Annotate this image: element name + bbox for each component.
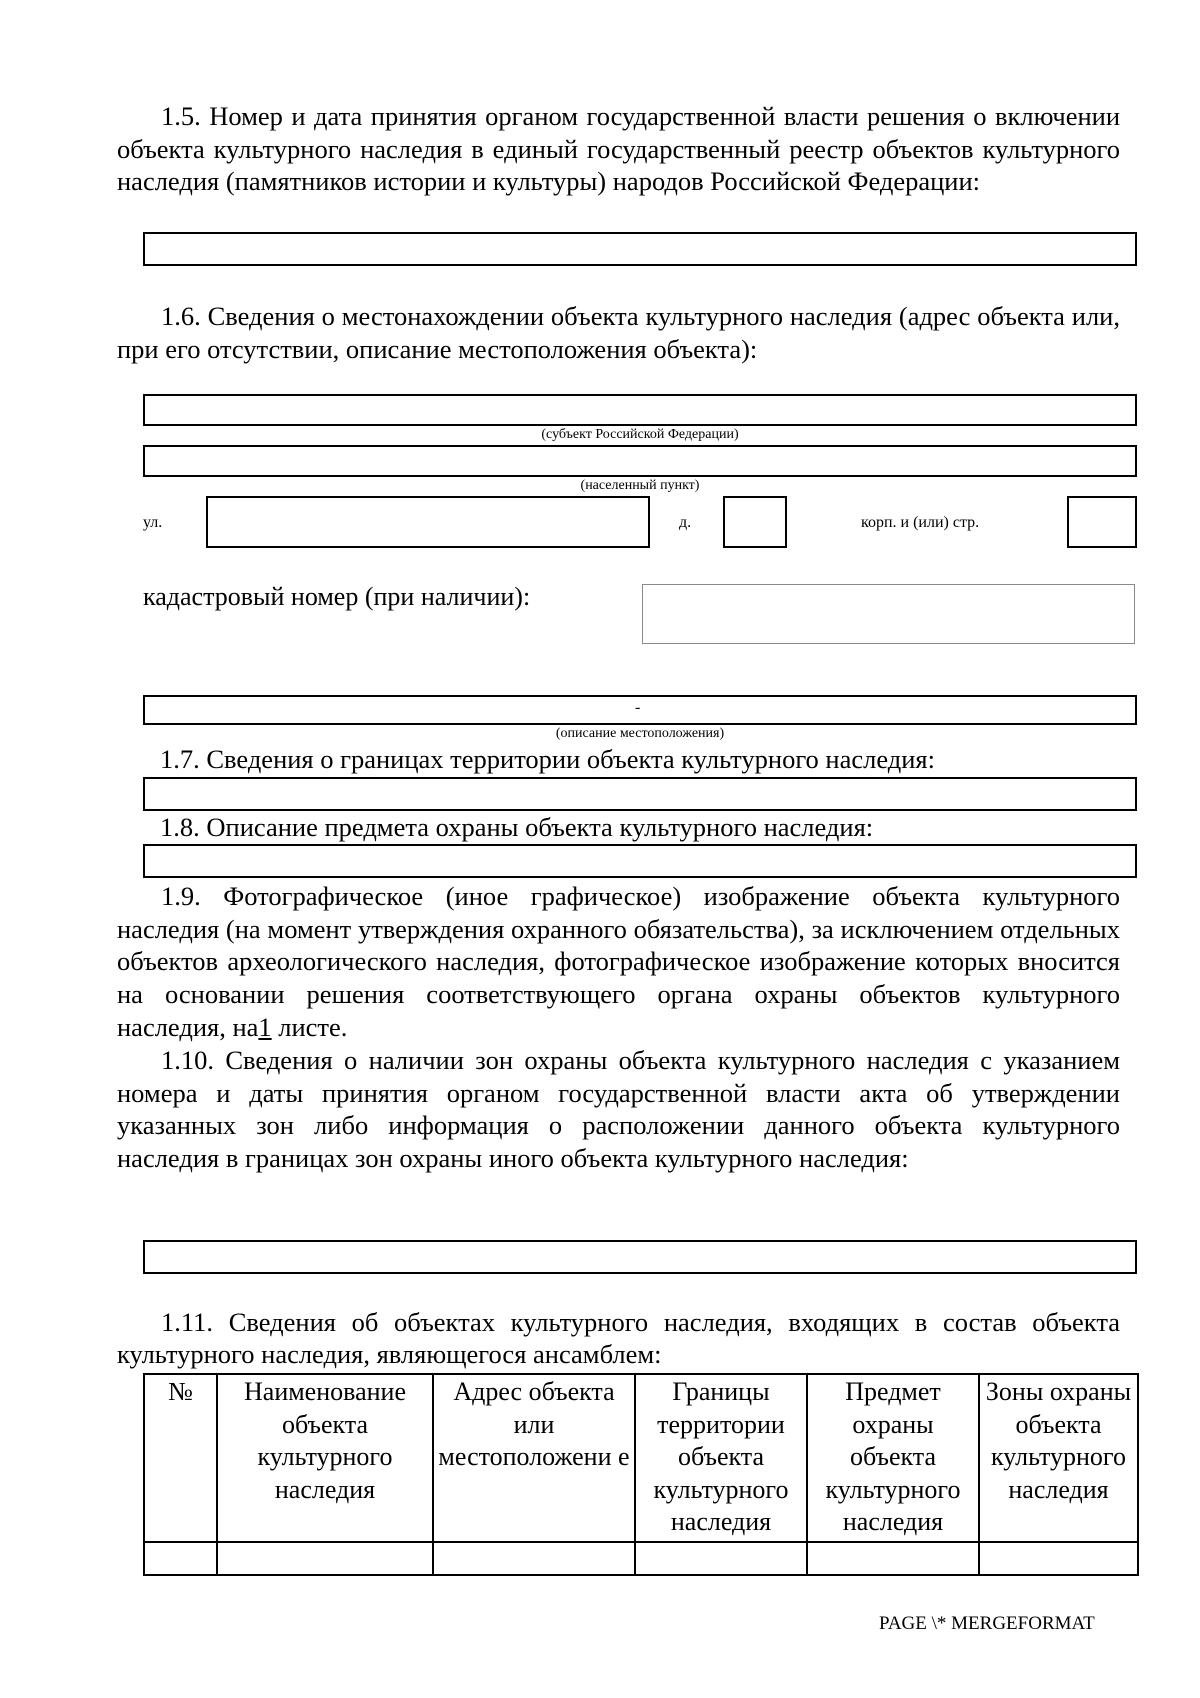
header-boundaries: Границы территории объекта культурного наследия xyxy=(635,1374,807,1542)
header-address: Адрес объекта или местоположени е xyxy=(433,1374,635,1542)
section-1-6-text xyxy=(117,300,1120,365)
decision-field[interactable] xyxy=(143,232,1137,266)
location-field[interactable] xyxy=(143,695,1137,725)
header-number: № xyxy=(144,1374,217,1542)
section-1-8-text: 1.8. Описание предмета охраны объекта культурного наследия: xyxy=(160,812,874,842)
section-1-9-text xyxy=(117,880,1120,1044)
table-cell[interactable] xyxy=(433,1542,635,1575)
street-field[interactable] xyxy=(206,496,650,548)
locality-field[interactable] xyxy=(143,445,1137,477)
sheets-count: 1 xyxy=(258,1011,272,1042)
table-header-row xyxy=(144,1374,1138,1542)
locality-caption: (населенный пункт) xyxy=(580,478,700,493)
street-label: ул. xyxy=(143,514,163,531)
location-value: - xyxy=(635,699,641,716)
page-footer: PAGE \* MERGEFORMAT xyxy=(879,1613,1095,1634)
table-cell[interactable] xyxy=(217,1542,433,1575)
section-1-7-text: 1.7. Сведения о границах территории объекта культурного наследия: xyxy=(160,744,935,774)
table-row xyxy=(144,1542,1138,1575)
section-1-10-text xyxy=(117,1044,1120,1175)
section-1-9-label: 1.9. Фотографическое (иное графическое) изображение объекта культурного наследия (на момент утверждения охранного обязательства), за исключением отдельных объектов археологического наследия, фотографическое изображение которых вносится на основании решения соответствующего органа охраны объектов культурного наследия, на xyxy=(117,881,1120,1042)
house-label: д. xyxy=(679,514,692,531)
building-field[interactable] xyxy=(1067,496,1137,548)
sheets-suffix: листе. xyxy=(271,1011,348,1042)
protection-zones-field[interactable] xyxy=(143,1240,1137,1274)
section-1-6-label: 1.6. Сведения о местонахождении объекта культурного наследия (адрес объекта или, при его отсутствии, описание местоположения объекта): xyxy=(117,301,1120,364)
section-1-10-label: 1.10. Сведения о наличии зон охраны объекта культурного наследия с указанием номера и даты принятия органом государственной власти акта об утверждении указанных зон либо информация о расположении данного объекта культурного наследия в границах зон охраны иного объекта культурного наследия: xyxy=(117,1045,1120,1174)
header-name: Наименование объекта культурного наследия xyxy=(217,1374,433,1542)
table-cell[interactable] xyxy=(979,1542,1138,1575)
ensemble-objects-table xyxy=(143,1373,1139,1576)
section-1-11-text xyxy=(117,1306,1120,1370)
header-protection-subject: Предмет охраны объекта культурного наследия xyxy=(807,1374,979,1542)
federal-subject-field[interactable] xyxy=(143,394,1137,426)
table-cell[interactable] xyxy=(144,1542,217,1575)
territory-boundaries-field[interactable] xyxy=(143,777,1137,811)
location-caption: (описание местоположения) xyxy=(555,726,725,741)
building-label: корп. и (или) стр. xyxy=(861,514,980,531)
protection-subject-field[interactable] xyxy=(143,844,1137,878)
section-1-5-text xyxy=(117,100,1120,198)
header-protection-zones: Зоны охраны объекта культурного наследия xyxy=(979,1374,1138,1542)
table-cell[interactable] xyxy=(807,1542,979,1575)
cadastral-label: кадастровый номер (при наличии): xyxy=(143,582,531,611)
federal-subject-caption: (субъект Российской Федерации) xyxy=(541,427,739,442)
table-cell[interactable] xyxy=(635,1542,807,1575)
house-field[interactable] xyxy=(723,496,787,548)
section-1-5-label: 1.5. Номер и дата принятия органом государственной власти решения о включении объекта культурного наследия в единый государственный реестр объектов культурного наследия (памятников истории и культуры) народов Российской Федерации: xyxy=(117,101,1120,197)
section-1-11-label: 1.11. Сведения об объектах культурного наследия, входящих в состав объекта культурного наследия, являющегося ансамблем: xyxy=(117,1307,1120,1369)
cadastral-field[interactable] xyxy=(642,584,1135,644)
